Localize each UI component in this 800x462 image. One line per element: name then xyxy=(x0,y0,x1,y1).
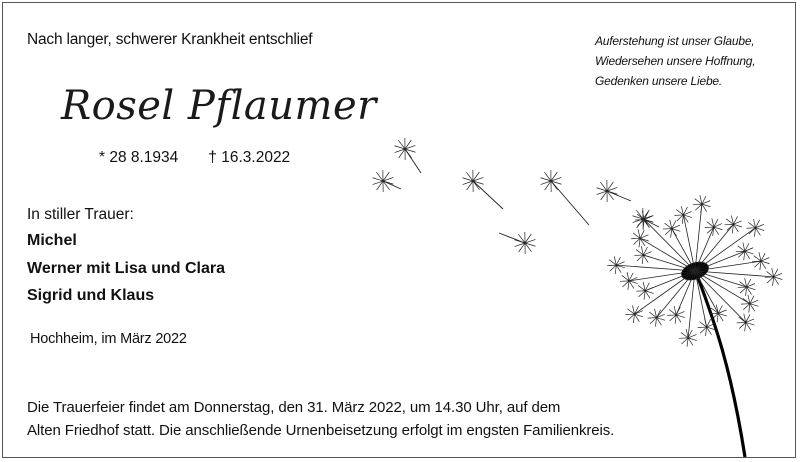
place-date: Hochheim, im März 2022 xyxy=(30,331,187,347)
dandelion-illustration xyxy=(3,3,796,458)
mourner-name: Sigrid und Klaus xyxy=(27,287,155,304)
death-date: † 16.3.2022 xyxy=(208,149,291,166)
intro-line: Nach langer, schwerer Krankheit entschlief xyxy=(27,31,313,48)
quote-line: Wiedersehen unsere Hoffnung, xyxy=(595,54,756,68)
ceremony-line: Die Trauerfeier findet am Donnerstag, den 31. März 2022, um 14.30 Uhr, auf dem xyxy=(27,399,561,416)
ceremony-line: Alten Friedhof statt. Die anschließende Urnenbeisetzung erfolgt im engsten Familienkreis. xyxy=(27,422,615,439)
birth-date: * 28 8.1934 xyxy=(99,149,179,166)
mourner-name: Werner mit Lisa und Clara xyxy=(27,260,225,277)
mourning-label: In stiller Trauer: xyxy=(27,206,134,223)
quote-line: Gedenken unsere Liebe. xyxy=(595,74,723,88)
deceased-name: Rosel Pflaumer xyxy=(61,83,377,129)
mourner-name: Michel xyxy=(27,232,77,249)
obituary-notice xyxy=(2,2,796,458)
quote-line: Auferstehung ist unser Glaube, xyxy=(595,34,755,48)
